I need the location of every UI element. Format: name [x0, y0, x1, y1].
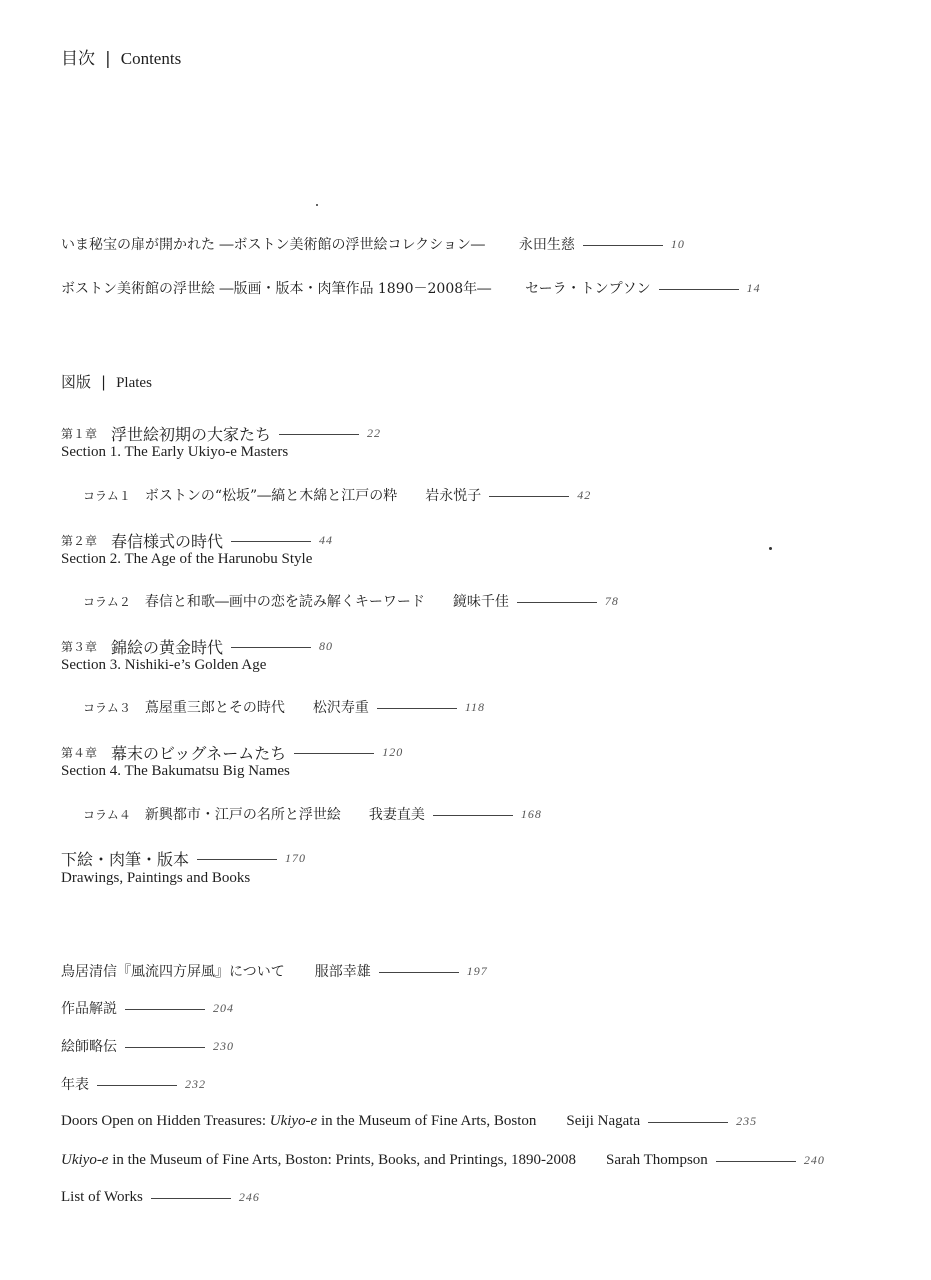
- entry-author: 服部幸雄: [314, 964, 371, 980]
- chapter-title: 錦絵の黄金時代: [111, 638, 224, 657]
- chapter-title: 幕末のビッグネームたち: [111, 744, 287, 763]
- page-number: 197: [466, 963, 488, 978]
- leader-line: [125, 1009, 205, 1010]
- toc-entry-essay-1[interactable]: [61, 234, 685, 254]
- chapter-1-english: Section 1. The Early Ukiyo-e Masters: [61, 444, 289, 460]
- chapter-number: 第２章: [61, 534, 98, 548]
- entry-title: ボストン美術館の浮世絵 ―版画・版本・肉筆作品 1890－2008年―: [61, 281, 492, 297]
- entry-title: 絵師略伝: [61, 1039, 117, 1055]
- page-number: 118: [464, 699, 485, 714]
- toc-entry-biographies[interactable]: [61, 1036, 234, 1056]
- heading-separator: |: [105, 49, 111, 69]
- toc-entry-column-1[interactable]: [83, 485, 591, 505]
- toc-entry-chapter-3[interactable]: [61, 635, 333, 658]
- chapter-title: 春信様式の時代: [111, 532, 224, 551]
- page-number: 230: [213, 1038, 234, 1053]
- contents-heading: [61, 44, 181, 69]
- leader-line: [433, 815, 513, 816]
- leader-line: [379, 972, 459, 973]
- column-author: 岩永悦子: [425, 488, 482, 504]
- leader-line: [659, 289, 739, 290]
- leader-line: [294, 753, 374, 754]
- entry-title: List of Works: [61, 1189, 143, 1205]
- title-italic: Ukiyo-e: [269, 1113, 318, 1129]
- entry-author: Sarah Thompson: [606, 1152, 708, 1168]
- leader-line: [517, 602, 597, 603]
- leader-line: [197, 859, 277, 860]
- toc-entry-column-4[interactable]: [83, 804, 542, 824]
- chapter-3-english: Section 3. Nishiki-e’s Golden Age: [61, 657, 267, 673]
- toc-entry-column-2[interactable]: [83, 591, 619, 611]
- toc-entry-chapter-1[interactable]: [61, 422, 381, 445]
- entry-title: 作品解説: [61, 1001, 117, 1017]
- page-number: 42: [577, 487, 592, 502]
- page-number: 10: [670, 236, 685, 251]
- column-title: 春信と和歌―画中の恋を読み解くキーワード: [144, 594, 425, 610]
- title-part: Doors Open on Hidden Treasures:: [61, 1113, 270, 1129]
- plates-heading-en: Plates: [116, 375, 152, 391]
- column-title: ボストンの“松坂”―縞と木綿と江戸の粋: [144, 488, 398, 504]
- page-number: 168: [520, 806, 542, 821]
- page-number: 22: [367, 426, 382, 440]
- toc-entry-chronology[interactable]: [61, 1074, 206, 1094]
- entry-title: 鳥居清信『風流四方屏風』について: [61, 964, 285, 980]
- leader-line: [151, 1198, 231, 1199]
- entry-author: 永田生慈: [518, 237, 575, 253]
- page-number: 240: [803, 1153, 825, 1167]
- chapter-number: 第３章: [61, 640, 98, 654]
- leader-line: [648, 1122, 728, 1123]
- title-part: in the Museum of Fine Arts, Boston: Prints, Books, and Printings, 1890-2008: [108, 1152, 576, 1168]
- plates-heading: [61, 371, 152, 392]
- chapter-2-english: Section 2. The Age of the Harunobu Style: [61, 551, 313, 567]
- title-italic: Ukiyo-e: [61, 1152, 109, 1168]
- chapter-number: 第１章: [61, 427, 98, 441]
- page-number: 170: [285, 851, 307, 865]
- entry-author: Seiji Nagata: [566, 1113, 641, 1129]
- page-number: 120: [382, 745, 404, 759]
- toc-entry-list-of-works[interactable]: [61, 1189, 260, 1206]
- entry-title: いま秘宝の扉が開かれた ―ボストン美術館の浮世絵コレクション―: [61, 237, 485, 253]
- entry-title: [61, 1113, 536, 1130]
- scan-speck: [769, 547, 772, 550]
- toc-entry-drawings[interactable]: [61, 847, 306, 870]
- column-author: 我妻直美: [368, 807, 425, 823]
- chapter-number: 第４章: [61, 746, 98, 760]
- leader-line: [231, 647, 311, 648]
- chapter-title: 浮世絵初期の大家たち: [111, 425, 272, 444]
- toc-entry-torii[interactable]: [61, 961, 488, 981]
- plates-heading-jp: 図版: [61, 373, 92, 391]
- leader-line: [231, 541, 311, 542]
- page-number: 44: [319, 533, 334, 547]
- page-number: 246: [238, 1190, 260, 1204]
- page-number: 232: [185, 1076, 206, 1091]
- entry-title: 年表: [61, 1077, 89, 1093]
- toc-entry-essay-2[interactable]: [61, 278, 761, 298]
- heading-separator: |: [101, 373, 107, 391]
- contents-heading-jp: 目次: [61, 49, 95, 69]
- contents-heading-en: Contents: [120, 49, 182, 68]
- toc-entry-commentary[interactable]: [61, 998, 234, 1018]
- leader-line: [97, 1085, 177, 1086]
- column-title: 新興都市・江戸の名所と浮世絵: [144, 807, 341, 823]
- column-author: 松沢寿重: [312, 700, 369, 716]
- title-part: in the Museum of Fine Arts, Boston: [317, 1113, 537, 1129]
- toc-entry-doors-open[interactable]: [61, 1113, 757, 1130]
- scan-speck: [316, 204, 318, 206]
- leader-line: [125, 1047, 205, 1048]
- column-label: コラム４: [83, 807, 131, 822]
- drawings-title: 下絵・肉筆・版本: [61, 850, 190, 869]
- column-label: コラム１: [83, 488, 131, 503]
- column-author: 鏡味千佳: [452, 594, 509, 610]
- page-number: 235: [736, 1114, 758, 1128]
- leader-line: [279, 434, 359, 435]
- leader-line: [377, 708, 457, 709]
- column-label: コラム２: [83, 594, 131, 609]
- leader-line: [489, 496, 569, 497]
- toc-entry-ukiyoe-mfa[interactable]: [61, 1152, 825, 1169]
- toc-entry-chapter-2[interactable]: [61, 529, 333, 552]
- column-title: 蔦屋重三郎とその時代: [144, 700, 285, 716]
- toc-entry-column-3[interactable]: [83, 697, 485, 717]
- page-number: 80: [319, 639, 334, 653]
- toc-entry-chapter-4[interactable]: [61, 741, 403, 764]
- leader-line: [716, 1161, 796, 1162]
- chapter-4-english: Section 4. The Bakumatsu Big Names: [61, 763, 290, 779]
- page-number: 78: [604, 593, 619, 608]
- drawings-english: Drawings, Paintings and Books: [61, 870, 251, 886]
- entry-title: [61, 1152, 576, 1169]
- page-number: 204: [213, 1000, 234, 1015]
- column-label: コラム３: [83, 700, 131, 715]
- page-number: 14: [746, 280, 761, 295]
- leader-line: [583, 245, 663, 246]
- entry-author: セーラ・トンプソン: [525, 281, 651, 297]
